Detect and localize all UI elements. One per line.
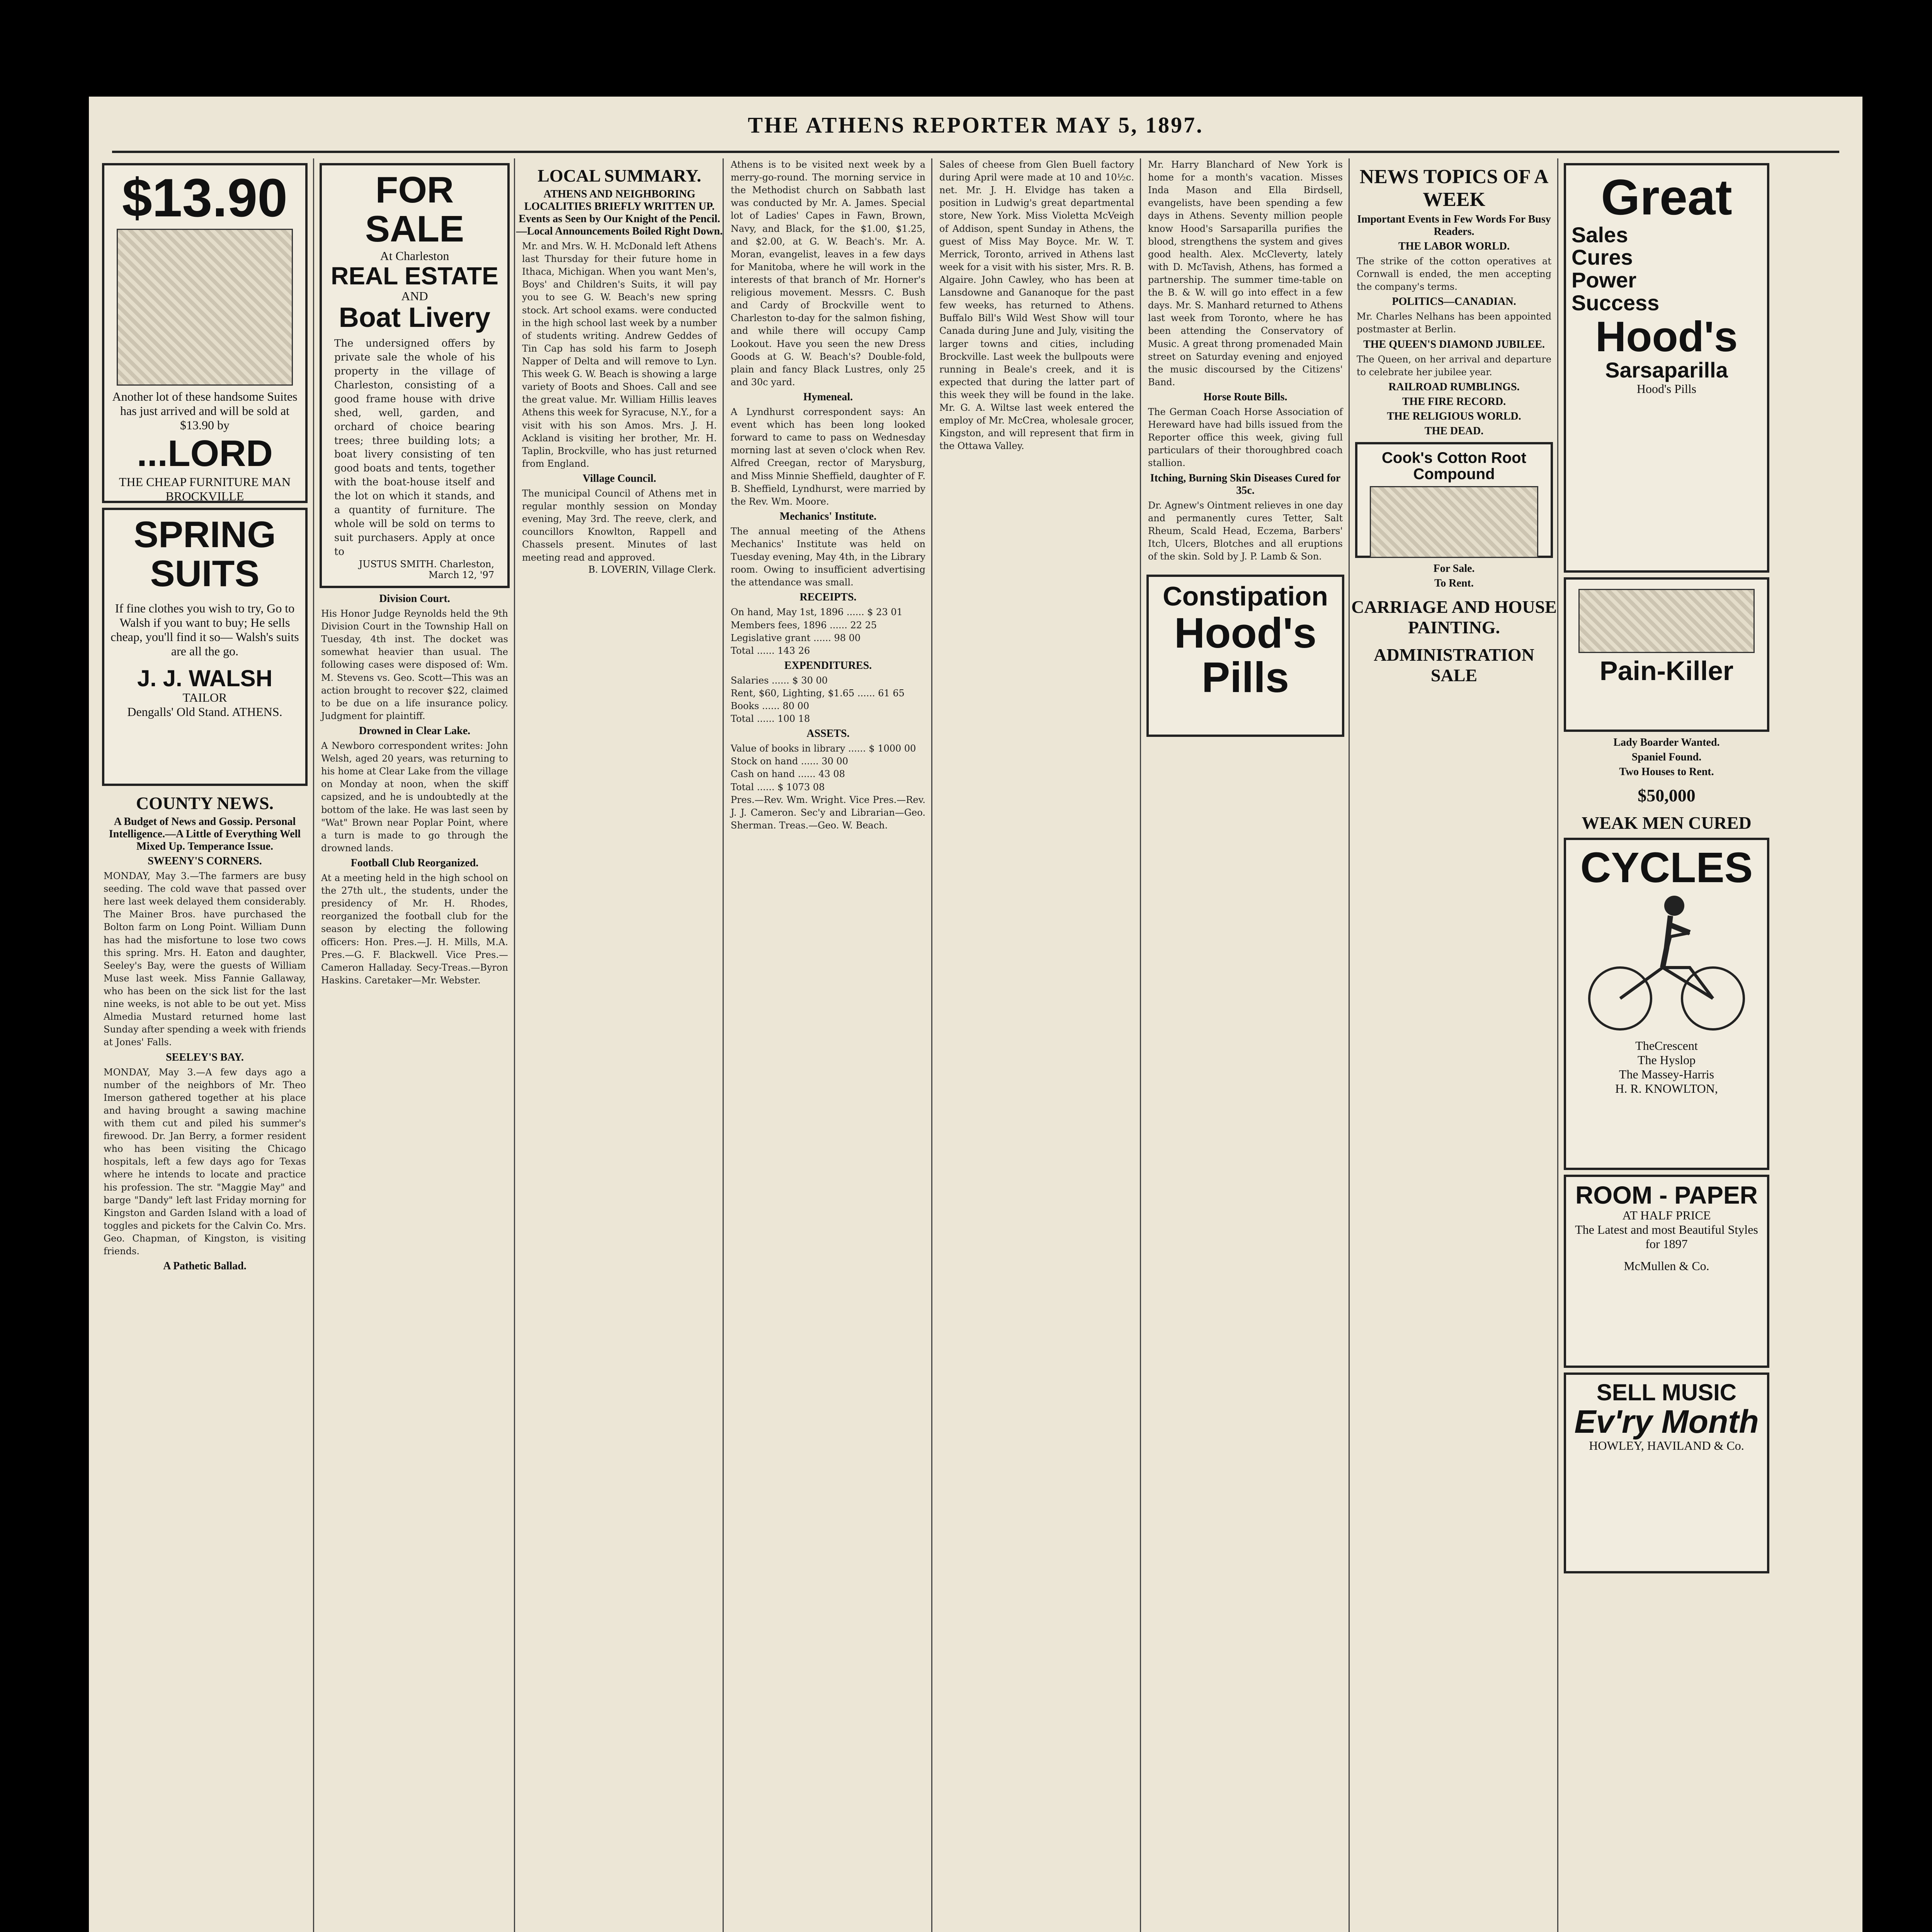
room-paper-title: ROOM - PAPER xyxy=(1575,1181,1758,1209)
cooks-title: Cook's Cotton Root Compound xyxy=(1382,449,1526,483)
to-rent-heading: To Rent. xyxy=(1434,577,1474,589)
mcmullen-line: McMullen & Co. xyxy=(1624,1259,1709,1273)
column-4 xyxy=(723,158,932,1932)
labor-heading: THE LABOR WORLD. xyxy=(1398,240,1510,252)
sell-music-ad xyxy=(1564,1372,1769,1573)
latest-line: The Latest and most Beautiful Styles for 1897 xyxy=(1575,1223,1758,1251)
receipts-row: Legislative grant ...... 98 00 xyxy=(731,632,861,643)
masthead-rule xyxy=(112,151,1839,153)
for-sale-text: The undersigned offers by private sale the whole of his property in the village of Charleston, consisting of a good frame house with drive shed, well, garden, and orchard of choice bearing trees; three building lots; a boat livery consisting of ten good boats and tents, together with the boat-house itself and the lot on which it stands, and a quantity of furniture. The whole will be sold on terms to suit purchasers. Apply at once to xyxy=(334,338,495,558)
receipts-row: On hand, May 1st, 1896 ...... $ 23 01 xyxy=(731,607,903,618)
hoods-title: Hood's xyxy=(1595,313,1738,361)
cycles-ad xyxy=(1564,838,1769,1170)
great-line: Success xyxy=(1571,290,1660,315)
spaniel-heading: Spaniel Found. xyxy=(1631,751,1702,763)
sweenys-text: MONDAY, May 3.—The farmers are busy seeding. The cold wave that passed over here last week delayed them considerably. The Mainer Bros. have purchased the Bolton farm on Long Point. William Dunn has had the misfortune to lose two cows this spring. Mrs. H. Eaton and daughter, Seeley's Bay, were the guests of William Muse last week. Miss Fannie Gallaway, who has been on the sick list for the last nine weeks, is not able to be out yet. Miss Almedia Mustard returned home last Sunday after spending a week with friends at Jones' Falls. xyxy=(104,871,306,1048)
walsh-location: Dengalls' Old Stand. ATHENS. xyxy=(127,704,282,719)
suits-title: SPRING SUITS xyxy=(133,514,276,594)
labor-text: The strike of the cotton operatives at Cornwall is ended, the men accepting the company's terms. xyxy=(1357,256,1551,293)
crescent-line: TheCrescent xyxy=(1635,1038,1698,1053)
walsh-name: J. J. WALSH xyxy=(137,665,273,691)
politics-text: Mr. Charles Nelhans has been appointed postmaster at Berlin. xyxy=(1357,311,1551,335)
for-sale-place: At Charleston xyxy=(380,248,449,263)
receipts-row: Members fees, 1896 ...... 22 25 xyxy=(731,619,877,631)
hymeneal-heading: Hymeneal. xyxy=(803,391,853,403)
cycles-title: CYCLES xyxy=(1580,844,1753,891)
furniture-ad xyxy=(102,163,308,503)
ad-price: $13.90 xyxy=(122,167,288,228)
seeleys-text: MONDAY, May 3.—A few days ago a number of the neighbors of Mr. Theo Imerson gathered together at his place and having brought a sawing machine with them cut and piled his summer's firewood. Dr. Jan Berry, a former resident who has been visiting the Chicago hospitals, left a few days ago for Texas where he intends to locate and practice his profession. The str. "Maggie May" and barge "Dandy" left last Friday morning for Kingston and Garden Island with a load of toggles and pickets for the Calvin Co. Mrs. Geo. Chapman, of Kingston, is visiting friends. xyxy=(104,1066,306,1257)
hoods-pills-line: Hood's Pills xyxy=(1636,381,1697,396)
expenditures-row: Rent, $60, Lighting, $1.65 ...... 61 65 xyxy=(731,687,905,699)
hoods-pills-ad xyxy=(1146,575,1344,737)
hymeneal-text: A Lyndhurst correspondent says: An event which has been long looked forward to came to pass on Wednesday morning last at seven o'clock when Rev. Alfred Creegan, rector of Marysburg, and Miss Minnie Sheffield, daughter of F. B. Sheffield, Lyndhurst, were married by the Rev. Wm. Moore. xyxy=(731,406,925,507)
ad-text: Another lot of these handsome Suites has just arrived and will be sold at $13.90 by xyxy=(112,389,298,432)
dead-heading: THE DEAD. xyxy=(1424,425,1484,437)
sarsaparilla-title: Sarsaparilla xyxy=(1605,358,1728,383)
assets-row: Cash on hand ...... 43 08 xyxy=(731,769,845,780)
fire-heading: THE FIRE RECORD. xyxy=(1402,395,1506,408)
great-line: Power xyxy=(1571,268,1637,293)
ad-seller: ...LORD xyxy=(137,433,273,474)
pathetic-heading: A Pathetic Ballad. xyxy=(163,1260,247,1272)
assets-row: Stock on hand ...... 30 00 xyxy=(731,756,849,767)
ad-seller-tag: THE CHEAP FURNITURE MAN BROCKVILLE xyxy=(119,475,291,503)
half-price-line: AT HALF PRICE xyxy=(1622,1208,1711,1223)
jubilee-text: The Queen, on her arrival and departure to celebrate her jubilee year. xyxy=(1357,354,1551,378)
receipts-heading: RECEIPTS. xyxy=(799,591,857,604)
football-text: At a meeting held in the high school on the 27th ult., the students, under the presidency of Mr. H. Rhodes, reorganized the football club for the season by electing the following officers: Hon. Pres.—J. H. Mills, M.A. Pres.—G. F. Blackwell. Vice Pres.—Cameron Halladay. Secy-Treas.—Byron Haskins. Caretaker—Mr. Webster. xyxy=(321,872,508,986)
mechanics-heading: Mechanics' Institute. xyxy=(779,510,877,522)
village-council-heading: Village Council. xyxy=(582,472,656,485)
news-topics-heading: NEWS TOPICS OF A WEEK xyxy=(1359,166,1549,211)
village-clerk-signature: B. LOVERIN, Village Clerk. xyxy=(588,564,716,575)
suits-text: If fine clothes you wish to try, Go to Walsh if you want to buy; He sells cheap, you'll find it so— Walsh's suits are all the go. xyxy=(111,601,299,658)
expenditures-row: Total ...... 100 18 xyxy=(731,713,810,724)
boat-livery-title: Boat Livery xyxy=(338,302,491,333)
for-sale-signature: JUSTUS SMITH. Charleston, March 12, '97 xyxy=(359,559,494,581)
great-line: Cures xyxy=(1571,245,1633,270)
newspaper-page xyxy=(89,97,1862,1932)
houses-heading: Two Houses to Rent. xyxy=(1619,766,1714,778)
expenditures-heading: EXPENDITURES. xyxy=(784,659,872,672)
mechanics-text: The annual meeting of the Athens Mechanics' Institute was held on Tuesday evening, May 4th, in the Library room. Owing to insufficient advertising the attendance was small. xyxy=(731,526,925,588)
for-sale-ad xyxy=(320,163,510,588)
column-5 xyxy=(931,158,1141,1932)
itching-text: Dr. Agnew's Ointment relieves in one day and permanently cures Tetter, Salt Rheum, Scald Head, Eczema, Barbers' Itch, Ulcers, Blotches and all eruptions of the skin. Sold by J. P. Lamb & Son. xyxy=(1148,500,1343,562)
column-2 xyxy=(313,158,515,1932)
officers-text: Pres.—Rev. Wm. Wright. Vice Pres.—Rev. J. J. Cameron. Sec'y and Librarian—Geo. Sherman. Treas.—Geo. W. Beach. xyxy=(731,794,925,831)
county-news-heading: COUNTY NEWS. xyxy=(136,793,274,813)
railroad-heading: RAILROAD RUMBLINGS. xyxy=(1388,381,1520,393)
hoods-sarsaparilla-ad xyxy=(1564,163,1769,573)
for-sale-title: FOR SALE xyxy=(365,169,464,250)
village-council-text: The municipal Council of Athens met in regular monthly session on Monday evening, May 3rd. The reeve, clerk, and councillors Knowlton, Rappell and Chassels present. Minutes of last meeting read and approved. xyxy=(522,488,717,563)
hoods-pills-title: Hood's Pills xyxy=(1174,609,1317,702)
hyslop-line: The Hyslop xyxy=(1637,1053,1696,1067)
football-heading: Football Club Reorganized. xyxy=(350,857,479,869)
painkiller-illustration xyxy=(1578,589,1755,653)
division-court-heading: Division Court. xyxy=(379,593,450,605)
jubilee-heading: THE QUEEN'S DIAMOND JUBILEE. xyxy=(1363,338,1545,350)
local-summary-subheading: ATHENS AND NEIGHBORING LOCALITIES BRIEFLY WRITTEN UP. Events as Seen by Our Knight of the Pencil.—Local Announcements Boiled Right Down. xyxy=(516,188,723,237)
local-summary-heading: LOCAL SUMMARY. xyxy=(537,166,701,185)
sweenys-heading: SWEENY'S CORNERS. xyxy=(148,855,262,867)
column-6-text: Mr. Harry Blanchard of New York is home for a month's vacation. Misses Inda Mason and Ella Birdsell, evangelists, have been spending a few days in Athens. Seventy million people know Hood's Sarsaparilla purifies the blood, strengthens the system and gives good health. Alex. McCleverty, lately with D. McTavish, Athens, has formed a partnership. The summer time-table on the B. & W. will go into effect in a few days. Mr. S. Manhard returned to Athens last week from Toronto, where he has been attending the Conservatory of Music. A great throng promenaded Main street on Saturday evening and enjoyed the music discoursed by the Citizens' Band. xyxy=(1148,159,1343,388)
sell-music-title: SELL MUSIC xyxy=(1596,1379,1737,1405)
knowlton-line: H. R. KNOWLTON, xyxy=(1615,1081,1718,1095)
cooks-illustration xyxy=(1370,486,1538,558)
expenditures-row: Salaries ...... $ 30 00 xyxy=(731,675,828,686)
news-topics-subheading: Important Events in Few Words For Busy Readers. xyxy=(1357,213,1551,238)
column-5-text: Sales of cheese from Glen Buell factory during April were made at 10 and 10½c. net. Mr. J. H. Elvidge has taken a position in Ludwig's great departmental store, New York. Miss Violetta McVeigh of Addison, spent Sunday in Athens, the guest of Miss May Boyce. Mr. W. T. Merrick, Toronto, arrived in Athens last week for a visit with his sister, Mrs. R. B. Algaire. John Cawley, who has been at Lansdowne and Gananoque for the past few weeks, has returned to Athens. Buffalo Bill's Wild West Show will tour Canada during June and July, visiting the larger towns and cities, including Brockville. Last week the bullpouts were running in Beale's creek, and it is expected that during the latter part of this week they will be found in the lake. Mr. G. A. Wiltse last week entered the employ of Mr. McCrea, wholesale grocer, Kingston, and will represent that firm in the Ottawa Valley. xyxy=(939,159,1134,452)
for-sale-and: AND xyxy=(401,289,428,303)
column-4-text: Athens is to be visited next week by a merry-go-round. The morning service in the Methodist church on Sabbath last was conducted by Mr. A. James. Special lot of Ladies' Capes in Fawn, Brown, Navy, and Black, for the $1.00, $1.25, and $2.00, at G. W. Beach's. Mr. A. Moran, evangelist, leaves in a few days for Manitoba, where he will work in the interests of that branch of Mr. Horner's religious movement. Messrs. C. Bush and Cardy of Brockville went to Charleston to-day for the salmon fishing, and while there will occupy Camp Lookout. Have you seen the new Dress Goods at G. W. Beach's? Double-fold, plain and fancy Black Lustres, only 25 and 30c yard. xyxy=(731,159,925,388)
walsh-trade: TAILOR xyxy=(182,690,227,704)
seeleys-heading: SEELEY'S BAY. xyxy=(166,1051,244,1063)
cooks-ad xyxy=(1355,442,1553,558)
carriage-heading: CARRIAGE AND HOUSE PAINTING. xyxy=(1351,597,1557,637)
drowned-text: A Newboro correspondent writes: John Welsh, aged 20 years, was returning to his home at Clear Lake from the village on Monday at noon, when the skiff capsized, and he is undoubtedly at the bottom of the lake. He was last seen by "Wat" Brown near Poplar Point, where a turn is made to go through the drowned lands. xyxy=(321,740,508,854)
column-3 xyxy=(514,158,724,1932)
painkiller-title: Pain-Killer xyxy=(1599,656,1734,686)
painkiller-ad xyxy=(1564,577,1769,732)
expenditures-row: Books ...... 80 00 xyxy=(731,701,810,712)
column-1 xyxy=(97,158,313,1932)
money-heading: $50,000 xyxy=(1638,786,1696,805)
division-court-text: His Honor Judge Reynolds held the 9th Division Court in the Township Hall on Tuesday, 4th inst. The docket was somewhat heavier than usual. The following cases were disposed of: Wm. M. Stevens vs. Geo. Scott—This was an action brought to recover $22, claimed to be due on a life insurance policy. Judgment for plaintiff. xyxy=(321,608,508,721)
lodger-heading: Lady Boarder Wanted. xyxy=(1613,736,1720,748)
walsh-ad xyxy=(102,508,308,786)
religious-heading: THE RELIGIOUS WORLD. xyxy=(1387,410,1521,422)
constipation-title: Constipation xyxy=(1163,581,1328,612)
itching-heading: Itching, Burning Skin Diseases Cured for 35c. xyxy=(1150,472,1341,497)
receipts-row: Total ...... 143 26 xyxy=(731,645,810,656)
bicycle-rider-icon xyxy=(1574,890,1759,1037)
column-8 xyxy=(1557,158,1775,1932)
great-line: Sales xyxy=(1571,222,1628,247)
howley-line: HOWLEY, HAVILAND & Co. xyxy=(1589,1439,1744,1453)
local-summary-text: Mr. and Mrs. W. H. McDonald left Athens last Thursday for their future home in Ithaca, Michigan. When you want Men's, Boys' and Children's Suits, it will pay you to see G. W. Beach's new spring stock. Art school exams. were conducted in the high school last week by a number of students writing. Andrew Geddes of Tin Cap has sold his farm to Joseph Napper of Delta and will remove to Lyn. This week G. W. Beach is showing a large variety of Boots and Shoes. Call and see the great value. Mr. William Hillis leaves Athens this week for Syracuse, N.Y., for a visit with his son Amos. Mrs. J. H. Ackland is visiting her brother, Mr. H. Taplin, Brockville, who has just returned from England. xyxy=(522,241,717,469)
real-estate-title: REAL ESTATE xyxy=(331,262,498,290)
massey-line: The Massey-Harris xyxy=(1619,1067,1714,1081)
horse-bills-text: The German Coach Horse Association of Hereward have had bills issued from the Reporter office this week, giving full particulars of their thoroughbred coach stallion. xyxy=(1148,406,1343,469)
county-news-subheading: A Budget of News and Gossip. Personal Intelligence.—A Little of Everything Well Mixed Up. Temperance Issue. xyxy=(109,816,301,852)
furniture-illustration xyxy=(117,229,293,386)
horse-bills-heading: Horse Route Bills. xyxy=(1203,391,1287,403)
assets-row: Value of books in library ...... $ 1000 00 xyxy=(731,743,916,754)
masthead-title: THE ATHENS REPORTER MAY 5, 1897. xyxy=(748,112,1204,138)
evry-month-title: Ev'ry Month xyxy=(1574,1403,1759,1440)
weak-men-heading: WEAK MEN CURED xyxy=(1582,813,1752,833)
column-7 xyxy=(1349,158,1558,1932)
assets-heading: ASSETS. xyxy=(806,728,850,740)
admin-sale-heading: ADMINISTRATION SALE xyxy=(1374,645,1534,685)
column-6 xyxy=(1140,158,1350,1932)
great-title: Great xyxy=(1601,169,1732,225)
drowned-heading: Drowned in Clear Lake. xyxy=(359,724,471,737)
for-sale-heading: For Sale. xyxy=(1433,562,1475,575)
assets-row: Total ...... $ 1073 08 xyxy=(731,781,825,793)
politics-heading: POLITICS—CANADIAN. xyxy=(1392,296,1516,308)
room-paper-ad xyxy=(1564,1175,1769,1368)
